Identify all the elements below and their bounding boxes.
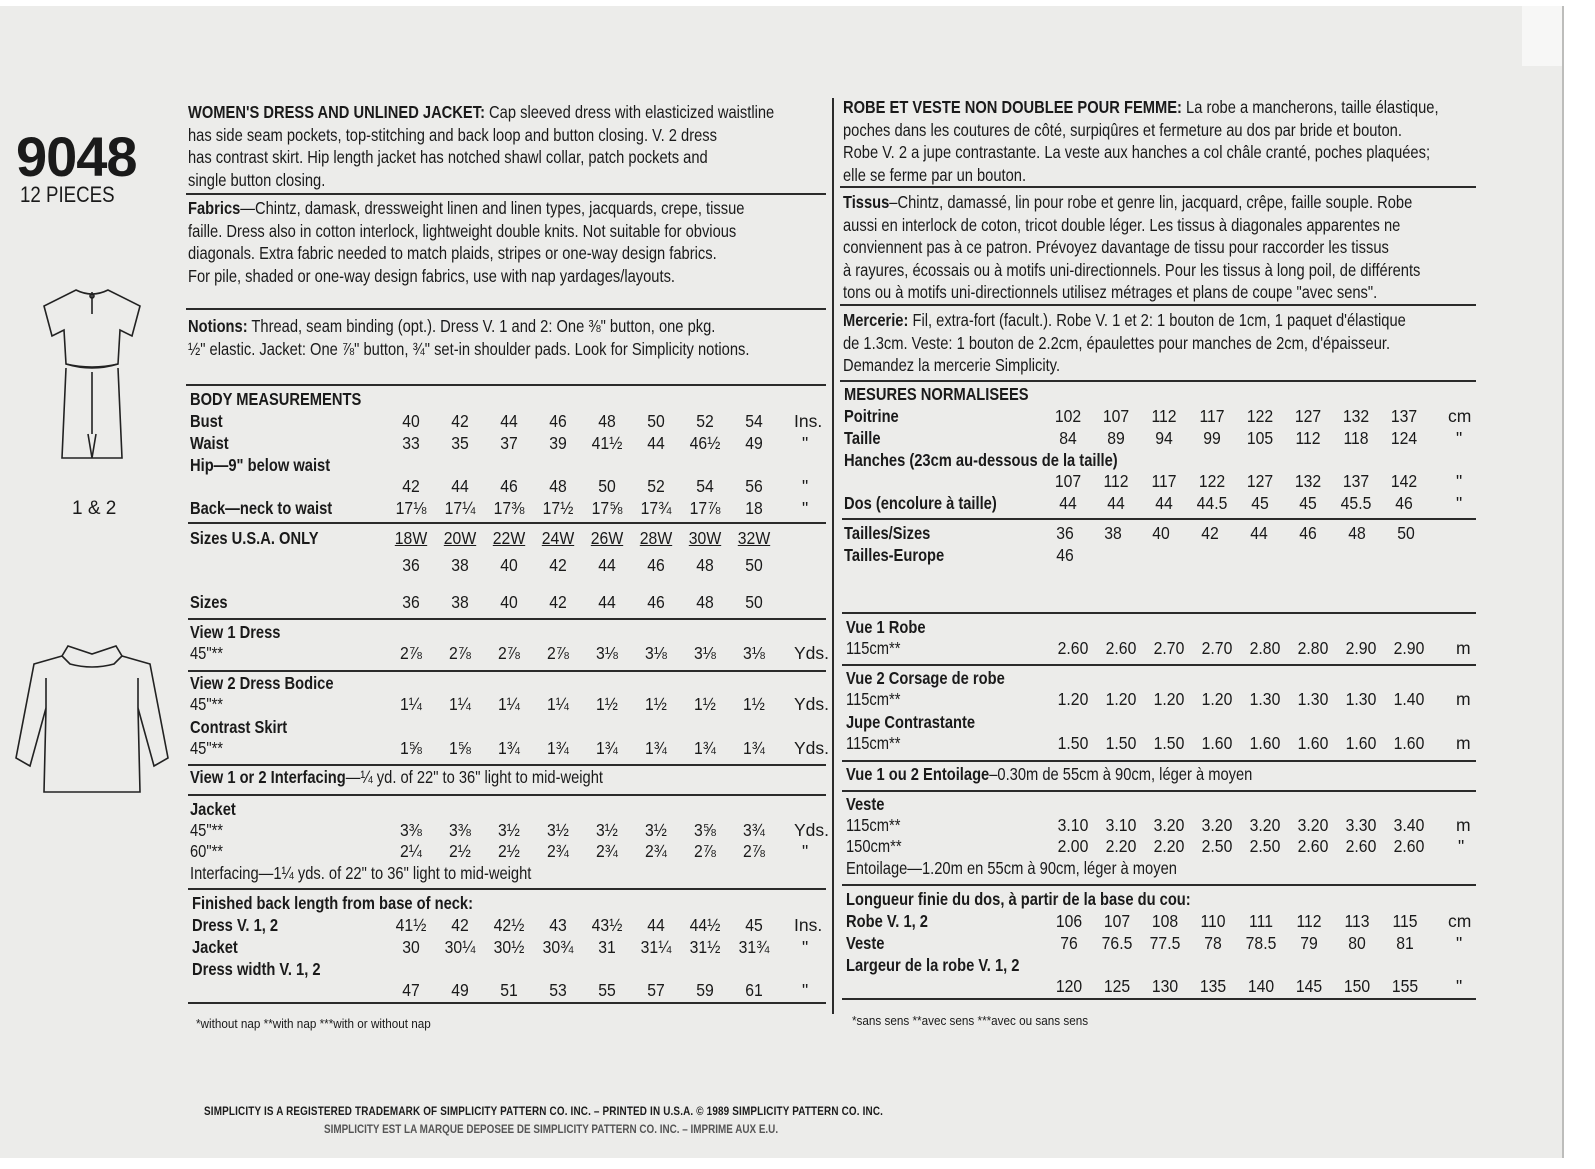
english-interfacing: View 1 or 2 Interfacing—¼ yd. of 22" to 36" light to mid-weight [190, 767, 603, 787]
robe-row: Robe V. 1, 2 106 107 108 110 111 112 113 115 cm [846, 911, 1472, 931]
dress-width-label: Dress width V. 1, 2 [192, 959, 321, 979]
french-interfacing: Vue 1 ou 2 Entoilage–0.30m de 55cm à 90cm, léger à moyen [846, 764, 1253, 784]
dress-width-row: 47 49 51 53 55 57 59 61 " [402, 980, 809, 1000]
view1-row: 45"** 2⅞ 2⅞ 2⅞ 2⅞ 3⅛ 3⅛ 3⅛ 3⅛ Yds. [190, 643, 830, 663]
largeur-label: Largeur de la robe V. 1, 2 [846, 955, 1020, 975]
back-row: Back—neck to waist 17⅛ 17¼ 17⅜ 17½ 17⅝ 17¾ 17⅞ 18 " [190, 498, 809, 518]
divider [842, 884, 1476, 886]
french-notions: Mercerie: Fil, extra-fort (facult.). Robe V. 1 et 2: 1 bouton de 1cm, 1 paquet d'élastique de 1.3cm. Veste: 1 bouton de 2.2cm, épaulettes pour manches de 2cm, d'épaisseur. Demandez la mercerie Simplicity. [843, 310, 1406, 375]
vue1-row: 115cm** 2.60 2.60 2.70 2.70 2.80 2.80 2.90 2.90 m [846, 638, 1471, 658]
hanches-label: Hanches (23cm au-dessous de la taille) [844, 450, 1118, 470]
english-description: WOMEN'S DRESS AND UNLINED JACKET: Cap sleeved dress with elasticized waistline has side seam pockets, top-stitching and back loop and button closing. V. 2 dress has contrast skirt. Hip length jacket has notched shawl collar, patch pockets and single button closing. [188, 102, 775, 190]
contrast-row: 45"** 1⅝ 1⅝ 1¾ 1¾ 1¾ 1¾ 1¾ 1¾ Yds. [190, 738, 830, 758]
divider [186, 384, 826, 386]
contrast-label: Contrast Skirt [190, 717, 288, 737]
divider [840, 380, 1476, 382]
divider [842, 518, 1476, 520]
trademark-english: SIMPLICITY IS A REGISTERED TRADEMARK OF SIMPLICITY PATTERN CO. INC. – PRINTED IN U.S.A. © 1989 SIMPLICITY PATTERN CO. INC. [204, 1106, 884, 1118]
divider [188, 670, 826, 672]
view1-label: View 1 Dress [190, 622, 281, 642]
sketch-label: 1 & 2 [72, 498, 117, 519]
mesures-title: MESURES NORMALISEES [844, 384, 1029, 404]
divider [188, 888, 826, 890]
waist-row: Waist 33 35 37 39 41½ 44 46½ 49 " [190, 433, 809, 453]
divider [842, 612, 1476, 614]
taille-row: Taille 84 89 94 99 105 112 118 124 " [844, 428, 1463, 448]
body-measurements-title: BODY MEASUREMENTS [190, 389, 362, 409]
hanches-row: 107 112 117 122 127 132 137 142 " [1054, 471, 1463, 491]
divider [840, 186, 1476, 188]
french-fabrics: Tissus–Chintz, damassé, lin pour robe et genre lin, jacquard, crêpe, faille souple. Robe aussi en interlock de coton, tricot double léger. Les tissus à diagonales apparentes ne conviennent pas à ce patron. Prévoyez davantage de tissu pour raccorder les tissus à rayures, écossais ou à motifs uni-directionnels. Pour les tissus à long poil, de différents tons ou à motifs uni-directionnels utilisez métrages et plans de coupe "avec sens". [843, 192, 1421, 302]
finished-dress-row: Dress V. 1, 2 41½ 42 42½ 43 43½ 44 44½ 45 Ins. [192, 915, 823, 935]
divider [188, 794, 826, 796]
sizes-row: Sizes 36 38 40 42 44 46 48 50 [190, 592, 763, 612]
divider [842, 760, 1476, 762]
veste-150-row: 150cm** 2.00 2.20 2.20 2.50 2.50 2.60 2.60 2.60 " [846, 836, 1465, 856]
finished-jacket-row: Jacket 30 30¼ 30½ 30¾ 31 31¼ 31½ 31¾ " [192, 937, 809, 957]
view2-row: 45"** 1¼ 1¼ 1¼ 1¼ 1½ 1½ 1½ 1½ Yds. [190, 694, 830, 714]
sizes-usa-bottom-row: 36 38 40 42 44 46 48 50 [402, 555, 763, 575]
divider [186, 193, 826, 195]
divider [188, 1002, 826, 1004]
french-footnote: *sans sens **avec sens ***avec ou sans sens [852, 1013, 1089, 1028]
poitrine-row: Poitrine 102 107 112 117 122 127 132 137 cm [844, 406, 1472, 426]
english-notions: Notions: Thread, seam binding (opt.). Dress V. 1 and 2: One ⅜" button, one pkg. ½" elastic. Jacket: One ⅞" button, ¾" set-in shoulder pads. Look for Simplicity notions. [188, 316, 750, 359]
jacket-back-sketch [6, 638, 178, 800]
jupe-row: 115cm** 1.50 1.50 1.50 1.60 1.60 1.60 1.60 1.60 m [846, 733, 1471, 753]
jacket-label: Jacket [190, 799, 236, 819]
finished-title: Finished back length from base of neck: [192, 893, 473, 913]
pieces-count: 12 PIECES [20, 182, 115, 207]
longueur-title: Longueur finie du dos, à partir de la base du cou: [846, 889, 1191, 909]
jacket-interfacing: Interfacing—1¼ yds. of 22" to 36" light to mid-weight [190, 863, 532, 883]
dress-back-sketch [36, 284, 148, 484]
jacket-45-row: 45"** 3⅜ 3⅜ 3½ 3½ 3½ 3½ 3⅝ 3¾ Yds. [190, 820, 830, 840]
divider [840, 304, 1476, 306]
divider [188, 618, 826, 620]
largeur-row: 120 125 130 135 140 145 150 155 " [1055, 976, 1463, 996]
pattern-envelope-back: 9048 12 PIECES 1 & 2 WOMEN'S DRESS AND UNLINED JACKET: Cap sleeved dress with elasticized waistline has side seam pockets, top-stitching and back loop and button closing. V. 2 dress has contrast skirt. Hip length jacket has notched shawl collar, patch pockets and single button closing. Fabrics—Chintz, damask, dressweight linen and linen types, jacquards, crepe, tissue faille. Dress also in cotton interlock, lightweight double knits. Not suitable for obvious diagonals. Extra fabric needed to match plaids, stripes or one-way design fabrics. For pile, shaded or one-way design fabrics, use with nap yardages/layouts. Notions: Thread, seam binding (opt.). Dress V. 1 and 2: One ⅜" button, one pkg. ½" elastic. Jacket: One ⅞" button, ¾" set-in shoulder pads. Look for Simplicity notions. BODY MEASUREMENTS Bust 40 42 44 46 48 50 52 54 Ins. Waist 33 35 37 39 41½ 44 46½ 49 " Hip—9" below waist 42 44 46 48 50 52 54 56 " Back—neck to waist 17⅛ 17¼ 17⅜ 17½ 17⅝ 17¾ 17⅞ 18 " Sizes U.S.A. ONLY 18W 20W 22W 24W 26W 28W 30W 32W 36 38 40 42 44 46 48 50 Sizes 36 38 40 42 44 46 48 50 View 1 Dress 45"** 2⅞ 2⅞ 2⅞ 2⅞ 3⅛ 3⅛ 3⅛ 3⅛ Yds. View 2 Dress Bodice 45"** 1¼ 1¼ 1¼ 1¼ 1½ 1½ 1½ 1½ Yds. Contrast Skirt 45"** 1⅝ 1⅝ 1¾ 1¾ 1¾ 1¾ 1¾ 1¾ Yds. View 1 or 2 Interfacing—¼ yd. of 22" to 36" light to mid-weight Jacket 45"** 3⅜ 3⅜ 3½ 3½ 3½ 3½ 3⅝ 3¾ Yds. 60"** 2¼ 2½ 2½ 2¾ 2¾ 2¾ 2⅞ 2⅞ " Interfacing—1¼ yds. of 22" to 36" light to mid-weight Finished back length from base of neck: Dress V. 1, 2 41½ 42 42½ 43 43½ 44 44½ 45 Ins. Jacket 30 30¼ 30½ 30¾ 31 31¼ 31½ 31¾ " Dress width V. 1, 2 47 49 51 53 55 57 59 61 " *without nap **with nap ***with or without nap ROBE ET VESTE NON DOUBLEE POUR FEMME: La robe a mancherons, taille élastique, poches dans les coutures de côté, surpiqûres et fermeture au dos par bride et bouton. Robe V. 2 a jupe contrastante. La veste aux hanches a col châle cranté, poches plaquées; elle se ferme par un bouton. Tissus–Chintz, damassé, lin pour robe et genre lin, jacquard, crêpe, faille souple. Robe aussi en interlock de coton, tricot double léger. Les tissus à diagonales apparentes ne conviennent pas à ce patron. Prévoyez davantage de tissu pour raccorder les tissus à rayures, écossais ou à motifs uni-directionnels. Pour les tissus à long poil, de différents tons ou à motifs uni-directionnels utilisez métrages et plans de coupe "avec sens". Mercerie: Fil, extra-fort (facult.). Robe V. 1 et 2: 1 bouton de 1cm, 1 paquet d'élastique de 1.3cm. Veste: 1 bouton de 2.2cm, épaulettes pour manches de 2cm, d'épaisseur. Demandez la mercerie Simplicity. MESURES NORMALISEES Poitrine 102 107 112 117 122 127 132 137 cm Taille 84 89 94 99 105 112 118 124 " Hanches (23cm au-dessous de la taille) 107 112 117 122 127 132 137 142 " Dos (encolure à taille) 44 44 44 44.5 45 45 45.5 46 " Tailles/Sizes 36 38 40 42 44 46 48 50 Tailles-Europe 46 Vue 1 Robe 115cm** 2.60 2.60 2.70 2.70 2.80 2.80 2.90 2.90 m Vue 2 Corsage de robe 115cm** 1.20 1.20 1.20 1.20 1.30 1.30 1.30 1.40 m Jupe Contrastante 115cm** 1.50 1.50 1.50 1.60 1.60 1.60 1.60 1.60 m Vue 1 ou 2 Entoilage–0.30m de 55cm à 90cm, léger à moyen Veste 115cm** 3.10 3.10 3.20 3.20 3.20 3.20 3.30 3.40 m 150cm** 2.00 2.20 2.20 2.50 2.50 2.60 2.60 2.60 " Entoilage—1.20m en 55cm à 90cm, léger à moyen Longueur finie du dos, à partir de la base du cou: Robe V. 1, 2 106 107 108 110 111 112 113 115 cm Veste 76 76.5 77.5 78 78.5 79 80 81 " Largeur de la robe V. 1, 2 120 125 130 135 140 145 150 155 " *sans sens **avec sens ***avec ou sans sens SIMPLICITY IS A REGISTERED TRADEMARK OF SIMPLICITY PATTERN CO. INC. – PRINTED IN U.S.A. © 1989 SIMPLICITY PATTERN CO. INC. SIMPLICITY EST LA MARQUE DEPOSEE DE SIMPLICITY PATTERN CO. INC. – IMPRIME AUX E.U. [0, 6, 1564, 1158]
vue2-row: 115cm** 1.20 1.20 1.20 1.20 1.30 1.30 1.30 1.40 m [846, 689, 1471, 709]
view2-label: View 2 Dress Bodice [190, 673, 334, 693]
english-footnote: *without nap **with nap ***with or without nap [196, 1016, 431, 1031]
trademark-french: SIMPLICITY EST LA MARQUE DEPOSEE DE SIMPLICITY PATTERN CO. INC. – IMPRIME AUX E.U. [324, 1124, 779, 1136]
jacket-60-row: 60"** 2¼ 2½ 2½ 2¾ 2¾ 2¾ 2⅞ 2⅞ " [190, 841, 809, 861]
sizes-usa-row: Sizes U.S.A. ONLY 18W 20W 22W 24W 26W 28W 30W 32W [190, 528, 771, 548]
divider [842, 998, 1476, 1000]
divider [188, 522, 826, 524]
divider [842, 664, 1476, 666]
hip-row: 42 44 46 48 50 52 54 56 " [402, 476, 809, 496]
veste-115-row: 115cm** 3.10 3.10 3.20 3.20 3.20 3.20 3.30 3.40 m [846, 815, 1471, 835]
veste-longueur-row: Veste 76 76.5 77.5 78 78.5 79 80 81 " [846, 933, 1463, 953]
tailles-row: Tailles/Sizes 36 38 40 42 44 46 48 50 [844, 523, 1415, 543]
bust-row: Bust 40 42 44 46 48 50 52 54 Ins. [190, 411, 823, 431]
veste-label: Veste [846, 794, 885, 814]
french-description: ROBE ET VESTE NON DOUBLEE POUR FEMME: La robe a mancherons, taille élastique, poches dans les coutures de côté, surpiqûres et fermeture au dos par bride et bouton. Robe V. 2 a jupe contrastante. La veste aux hanches a col châle cranté, poches plaquées; elle se ferme par un bouton. [843, 97, 1439, 185]
pattern-number: 9048 [16, 125, 137, 188]
tailles-europe-row: Tailles-Europe 46 [844, 545, 1074, 565]
vue1-label: Vue 1 Robe [846, 617, 926, 637]
entoilage-note: Entoilage—1.20m en 55cm à 90cm, léger à moyen [846, 858, 1177, 878]
divider [186, 308, 826, 310]
jupe-label: Jupe Contrastante [846, 712, 976, 732]
dos-row: Dos (encolure à taille) 44 44 44 44.5 45 45 45.5 46 " [844, 493, 1463, 513]
divider [842, 790, 1476, 792]
english-fabrics: Fabrics—Chintz, damask, dressweight linen and linen types, jacquards, crepe, tissue faille. Dress also in cotton interlock, lightweight double knits. Not suitable for obvious diagonals. Extra fabric needed to match plaids, stripes or one-way design fabrics. For pile, shaded or one-way design fabrics, use with nap yardages/layouts. [188, 198, 745, 286]
vue2-label: Vue 2 Corsage de robe [846, 668, 1005, 688]
